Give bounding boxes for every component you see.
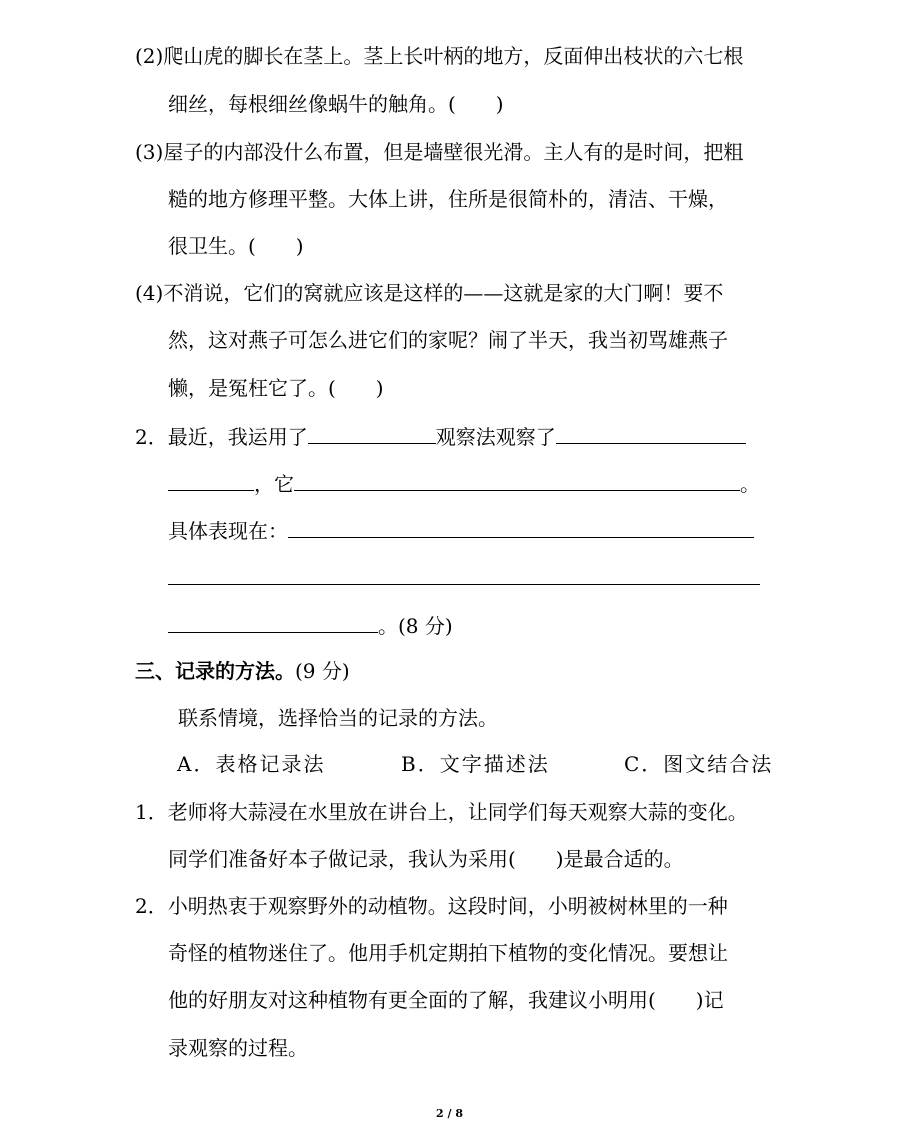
- q2-blank-method[interactable]: [308, 423, 436, 444]
- page-number: 2 / 8: [436, 1107, 463, 1120]
- part3-q1-number: 1．: [135, 800, 168, 824]
- q2-blank-detail-cont[interactable]: [168, 564, 760, 585]
- part3-q1-line1: [135, 800, 748, 824]
- q2-line2: [168, 470, 760, 496]
- part3-q1-text1: 老师将大蒜浸在水里放在讲台上，让同学们每天观察大蒜的变化。: [167, 800, 748, 824]
- q2-blank-object[interactable]: [556, 423, 746, 444]
- q1-item-4-line3: 懒，是冤枉它了。( ): [168, 376, 384, 400]
- q2-blank-detail[interactable]: [288, 517, 754, 538]
- q2-score: 。(8 分): [378, 614, 453, 638]
- q1-item-2-line1: (2)爬山虎的脚长在茎上。茎上长叶柄的地方，反面伸出枝状的六七根: [135, 44, 744, 68]
- q2-line3: [168, 517, 754, 543]
- option-c: C．图文结合法: [624, 752, 774, 776]
- part3-heading-text: 三、记录的方法。: [135, 659, 295, 683]
- part3-q2-line1: [135, 894, 728, 918]
- q2-line1: [135, 423, 746, 449]
- part3-instruction: 联系情境，选择恰当的记录的方法。: [178, 706, 498, 730]
- q2-blank-detail-end[interactable]: [168, 612, 378, 633]
- option-b: B．文字描述法: [401, 752, 550, 776]
- part3-q2-text1: 小明热衷于观察野外的动植物。这段时间，小明被树林里的一种: [167, 894, 728, 918]
- q2-line5: [168, 612, 453, 638]
- part3-q2-line4: 录观察的过程。: [168, 1036, 308, 1060]
- option-a: A．表格记录法: [177, 752, 326, 776]
- q2-text5: 具体表现在：: [168, 519, 288, 543]
- q1-item-4-line2: 然，这对燕子可怎么进它们的家呢？闹了半天，我当初骂雄燕子: [168, 328, 728, 352]
- part3-heading-score: (9 分): [295, 659, 350, 683]
- q1-item-3-line1: (3)屋子的内部没什么布置，但是墙壁很光滑。主人有的是时间，把粗: [135, 140, 744, 164]
- part3-heading: [135, 659, 350, 683]
- q1-item-4-line1: (4)不消说，它们的窝就应该是这样的——这就是家的大门啊！要不: [135, 281, 724, 305]
- q1-item-3-line3: 很卫生。( ): [168, 234, 304, 258]
- q1-item-3-line2: 糙的地方修理平整。大体上讲，住所是很简朴的，清洁、干燥，: [168, 187, 728, 211]
- q2-text4: 。: [740, 472, 760, 496]
- q2-text1: 最近，我运用了: [167, 425, 308, 449]
- part3-q2-line3: 他的好朋友对这种植物有更全面的了解，我建议小明用( )记: [168, 988, 724, 1012]
- q2-text2: 观察法观察了: [435, 425, 556, 449]
- part3-q2-line2: 奇怪的植物迷住了。他用手机定期拍下植物的变化情况。要想让: [168, 941, 728, 965]
- part3-q2-number: 2．: [135, 894, 168, 918]
- q2-blank-object-cont[interactable]: [168, 470, 254, 491]
- q1-item-2-line2: 细丝，每根细丝像蜗牛的触角。( ): [168, 92, 504, 116]
- q2-text3: ，它: [254, 472, 294, 496]
- q2-blank-description[interactable]: [294, 470, 740, 491]
- q2-line4: [168, 564, 760, 590]
- q2-number: 2．: [135, 425, 168, 449]
- part3-q1-line2: 同学们准备好本子做记录，我认为采用( )是最合适的。: [168, 847, 684, 871]
